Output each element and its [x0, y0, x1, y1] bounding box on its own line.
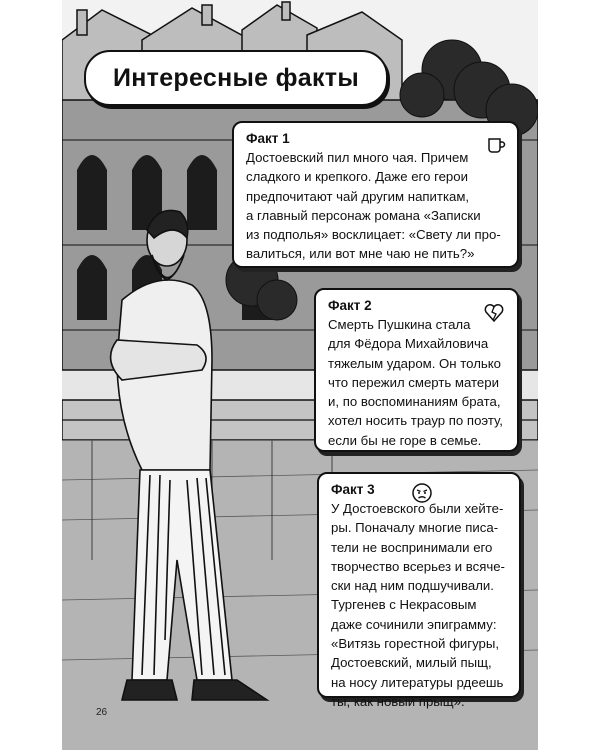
- fact-1-line: Достоевский пил много чая. Причем: [246, 150, 469, 165]
- angry-face-icon: [411, 482, 433, 504]
- fact-card-2: [314, 288, 519, 452]
- fact-1-line: предпочитают чай другим напиткам,: [246, 188, 470, 204]
- fact-1-line: валиться, или вот мне чаю не пить?»: [246, 246, 475, 262]
- fact-1-line: сладкого и крепкого. Даже его герои: [246, 169, 468, 185]
- fact-3-line: даже сочинили эпиграмму:: [331, 616, 497, 632]
- fact-2-line: Смерть Пушкина стала: [328, 317, 471, 332]
- fact-card-3: [317, 472, 521, 709]
- fact-2-line: что пережил смерть матери: [328, 374, 499, 390]
- fact-3-line: ры. Поначалу многие писа-: [331, 520, 499, 536]
- page-title-badge: [84, 50, 388, 106]
- fact-3-heading: Факт 3: [331, 482, 375, 497]
- fact-3-line: тели не воспринимали его: [331, 539, 493, 555]
- broken-heart-icon: [483, 302, 505, 324]
- book-page: [62, 0, 538, 750]
- fact-2-line: тяжелым ударом. Он только: [328, 355, 502, 371]
- fact-2-heading: Факт 2: [328, 298, 372, 313]
- fact-3-line: У Достоевского были хейте-: [331, 501, 504, 516]
- fact-2-line: хотел носить траур по поэту,: [328, 413, 503, 429]
- fact-1-line: а главный персонаж романа «Записки: [246, 207, 481, 223]
- page-number: 26: [96, 707, 108, 718]
- page-title: Интересные факты: [113, 63, 359, 92]
- fact-3-line: на носу литературы рдеешь: [331, 674, 504, 690]
- tea-cup-icon: [485, 133, 507, 155]
- fact-1-heading: Факт 1: [246, 131, 290, 146]
- fact-2-line: для Фёдора Михайловича: [328, 336, 489, 352]
- fact-3-line: ты, как новый прыщ».: [331, 693, 465, 709]
- fact-1-line: из подполья» восклицает: «Свету ли про-: [246, 227, 501, 243]
- fact-3-line: Достоевский, милый пыщ,: [331, 655, 492, 671]
- fact-2-line: если бы не горе в семье.: [328, 432, 482, 448]
- fact-3-line: «Витязь горестной фигуры,: [331, 636, 500, 652]
- fact-3-line: творчество всерьез и всяче-: [331, 558, 505, 574]
- fact-2-line: и, по воспоминаниям брата,: [328, 394, 501, 410]
- fact-3-line: ски над ним подшучивали.: [331, 578, 494, 594]
- fact-card-1: [232, 121, 519, 268]
- fact-3-line: Тургенев с Некрасовым: [331, 597, 477, 613]
